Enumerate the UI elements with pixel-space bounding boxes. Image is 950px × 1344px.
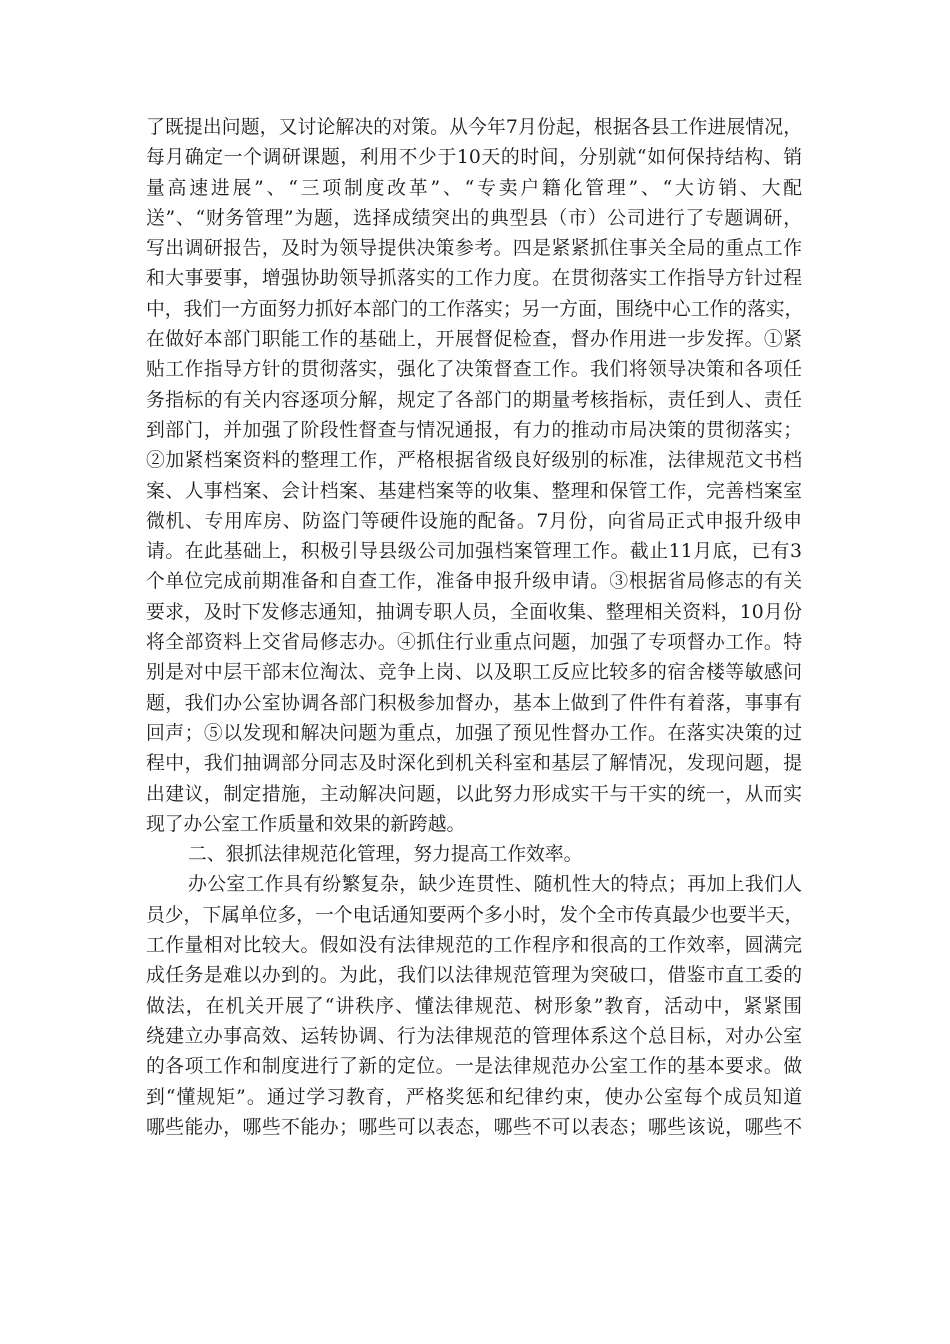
text-line: 中，我们一方面努力抓好本部门的工作落实；另一方面，围绕中心工作的落实， (146, 298, 804, 320)
text-line: 出建议，制定措施，主动解决问题，以此努力形成实干与干实的统一，从而实 (146, 783, 802, 805)
text-line: 写出调研报告，及时为领导提供决策参考。四是紧紧抓住事关全局的重点工作 (146, 238, 802, 260)
text-line: 绕建立办事高效、运转协调、行为法律规范的管理体系这个总目标，对办公室 (146, 1025, 802, 1047)
text-line: 贴工作指导方针的贯彻落实，强化了决策督查工作。我们将领导决策和各项任 (146, 359, 802, 381)
text-line: 请。在此基础上，积极引导县级公司加强档案管理工作。截止11月底，已有3 (146, 541, 802, 563)
document-body (146, 113, 802, 1143)
text-line: 回声；⑤以发现和解决问题为重点，加强了预见性督办工作。在落实决策的过 (146, 722, 802, 744)
text-line: 的各项工作和制度进行了新的定位。一是法律规范办公室工作的基本要求。做 (146, 1056, 802, 1078)
text-line: 微机、专用库房、防盗门等硬件设施的配备。7月份，向省局正式申报升级申 (146, 510, 802, 532)
text-line: 送”、“财务管理”为题，选择成绩突出的典型县（市）公司进行了专题调研， (146, 207, 802, 229)
text-line: 员少，下属单位多，一个电话通知要两个多小时，发个全市传真最少也要半天， (146, 904, 804, 926)
text-line: 量高速进展”、“三项制度改革”、“专卖户籍化管理”、“大访销、大配 (146, 177, 802, 199)
text-line: 务指标的有关内容逐项分解，规定了各部门的期量考核指标，责任到人、责任 (146, 389, 802, 411)
text-line: 到部门，并加强了阶段性督查与情况通报，有力的推动市局决策的贯彻落实； (146, 419, 802, 441)
text-line: 将全部资料上交省局修志办。④抓住行业重点问题，加强了专项督办工作。特 (146, 632, 802, 654)
text-line: 办公室工作具有纷繁复杂，缺少连贯性、随机性大的特点；再加上我们人 (188, 874, 802, 896)
text-line: 个单位完成前期准备和自查工作，准备申报升级申请。③根据省局修志的有关 (146, 571, 802, 593)
text-line: 案、人事档案、会计档案、基建档案等的收集、整理和保管工作，完善档案室 (146, 480, 802, 502)
text-line: 二、狠抓法律规范化管理，努力提高工作效率。 (188, 844, 583, 866)
text-line: 了既提出问题，又讨论解决的对策。从今年7月份起，根据各县工作进展情况， (146, 117, 802, 138)
text-line: 和大事要事，增强协助领导抓落实的工作力度。在贯彻落实工作指导方针过程 (146, 268, 802, 290)
text-line: 要求，及时下发修志通知，抽调专职人员，全面收集、整理相关资料，10月份 (146, 601, 802, 623)
text-line: 别是对中层干部末位淘汰、竞争上岗、以及职工反应比较多的宿舍楼等敏感问 (146, 662, 802, 684)
text-line: 程中，我们抽调部分同志及时深化到机关科室和基层了解情况，发现问题，提 (146, 753, 802, 775)
text-line: 成任务是难以办到的。为此，我们以法律规范管理为突破口，借鉴市直工委的 (146, 965, 802, 987)
text-line: 哪些能办，哪些不能办；哪些可以表态，哪些不可以表态；哪些该说，哪些不 (146, 1116, 802, 1138)
text-line: 每月确定一个调研课题，利用不少于10天的时间，分别就“如何保持结构、销 (146, 147, 802, 169)
text-line: 题，我们办公室协调各部门积极参加督办，基本上做到了件件有着落，事事有 (146, 692, 802, 714)
text-line: 做法，在机关开展了“讲秩序、懂法律规范、树形象”教育，活动中，紧紧围 (146, 995, 802, 1017)
text-line: 到“懂规矩”。通过学习教育，严格奖惩和纪律约束，使办公室每个成员知道 (146, 1086, 802, 1108)
text-line: 现了办公室工作质量和效果的新跨越。 (146, 813, 466, 835)
text-line: ②加紧档案资料的整理工作，严格根据省级良好级别的标准，法律规范文书档 (146, 450, 802, 472)
text-line: 在做好本部门职能工作的基础上，开展督促检查，督办作用进一步发挥。①紧 (146, 329, 802, 351)
text-line: 工作量相对比较大。假如没有法律规范的工作程序和很高的工作效率，圆满完 (146, 935, 802, 957)
